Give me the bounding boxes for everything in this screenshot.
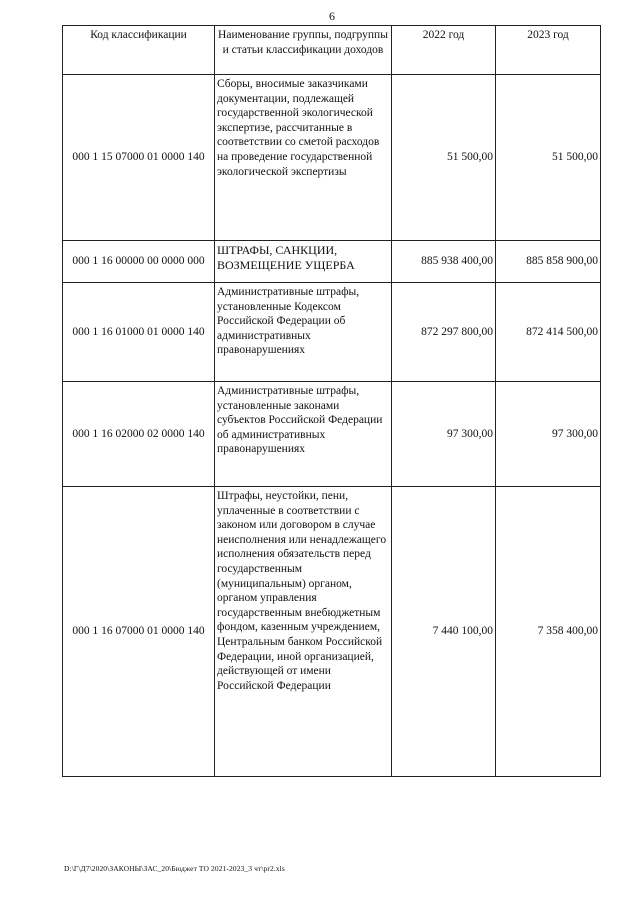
header-year-2023: 2023 год xyxy=(496,26,601,75)
table-row xyxy=(63,75,601,241)
header-name: Наименование группы, подгруппы и статьи классификации доходов xyxy=(215,26,392,75)
table-header-row xyxy=(63,26,601,75)
table-row xyxy=(63,283,601,382)
row-code: 000 1 16 00000 00 0000 000 xyxy=(63,241,215,283)
row-code: 000 1 16 01000 01 0000 140 xyxy=(63,283,215,382)
row-amount-2022: 872 297 800,00 xyxy=(392,283,496,382)
table-row xyxy=(63,241,601,283)
table-row xyxy=(63,487,601,777)
row-amount-2022: 885 938 400,00 xyxy=(392,241,496,283)
row-code: 000 1 16 02000 02 0000 140 xyxy=(63,382,215,487)
row-name: Штрафы, неустойки, пени, уплаченные в соответствии с законом или договором в случае неисполнения или ненадлежащего исполнения обязательств перед государственным (муниципальным) органом, органом управления государственным внебюджетным фондом, казенным учреждением, Центральным банком Российской Федерации, иной организацией, действующей от имени Российской Федерации xyxy=(215,487,392,777)
row-name: ШТРАФЫ, САНКЦИИ, ВОЗМЕЩЕНИЕ УЩЕРБА xyxy=(215,241,392,283)
page-number: 6 xyxy=(329,9,335,23)
row-name: Сборы, вносимые заказчиками документации, подлежащей государственной экологической экспертизе, рассчитанные в соответствии со сметой расходов на проведение государственной экологической экспертизы xyxy=(215,75,392,241)
header-code: Код классификации xyxy=(63,26,215,75)
row-amount-2023: 885 858 900,00 xyxy=(496,241,601,283)
row-amount-2022: 97 300,00 xyxy=(392,382,496,487)
row-amount-2022: 7 440 100,00 xyxy=(392,487,496,777)
row-amount-2023: 7 358 400,00 xyxy=(496,487,601,777)
file-path-footer: D:\Г\Д7\2020\ЗАКОНЫ\ЗАС_20\Бюджет ТО 2021-2023_3 чт\pr2.xls xyxy=(64,864,285,873)
row-amount-2023: 97 300,00 xyxy=(496,382,601,487)
row-name: Административные штрафы, установленные законами субъектов Российской Федерации об административных правонарушениях xyxy=(215,382,392,487)
row-name: Административные штрафы, установленные Кодексом Российской Федерации об административных правонарушениях xyxy=(215,283,392,382)
revenue-table xyxy=(62,25,601,777)
row-amount-2023: 872 414 500,00 xyxy=(496,283,601,382)
table-row xyxy=(63,382,601,487)
row-code: 000 1 15 07000 01 0000 140 xyxy=(63,75,215,241)
header-year-2022: 2022 год xyxy=(392,26,496,75)
row-amount-2022: 51 500,00 xyxy=(392,75,496,241)
row-code: 000 1 16 07000 01 0000 140 xyxy=(63,487,215,777)
row-amount-2023: 51 500,00 xyxy=(496,75,601,241)
